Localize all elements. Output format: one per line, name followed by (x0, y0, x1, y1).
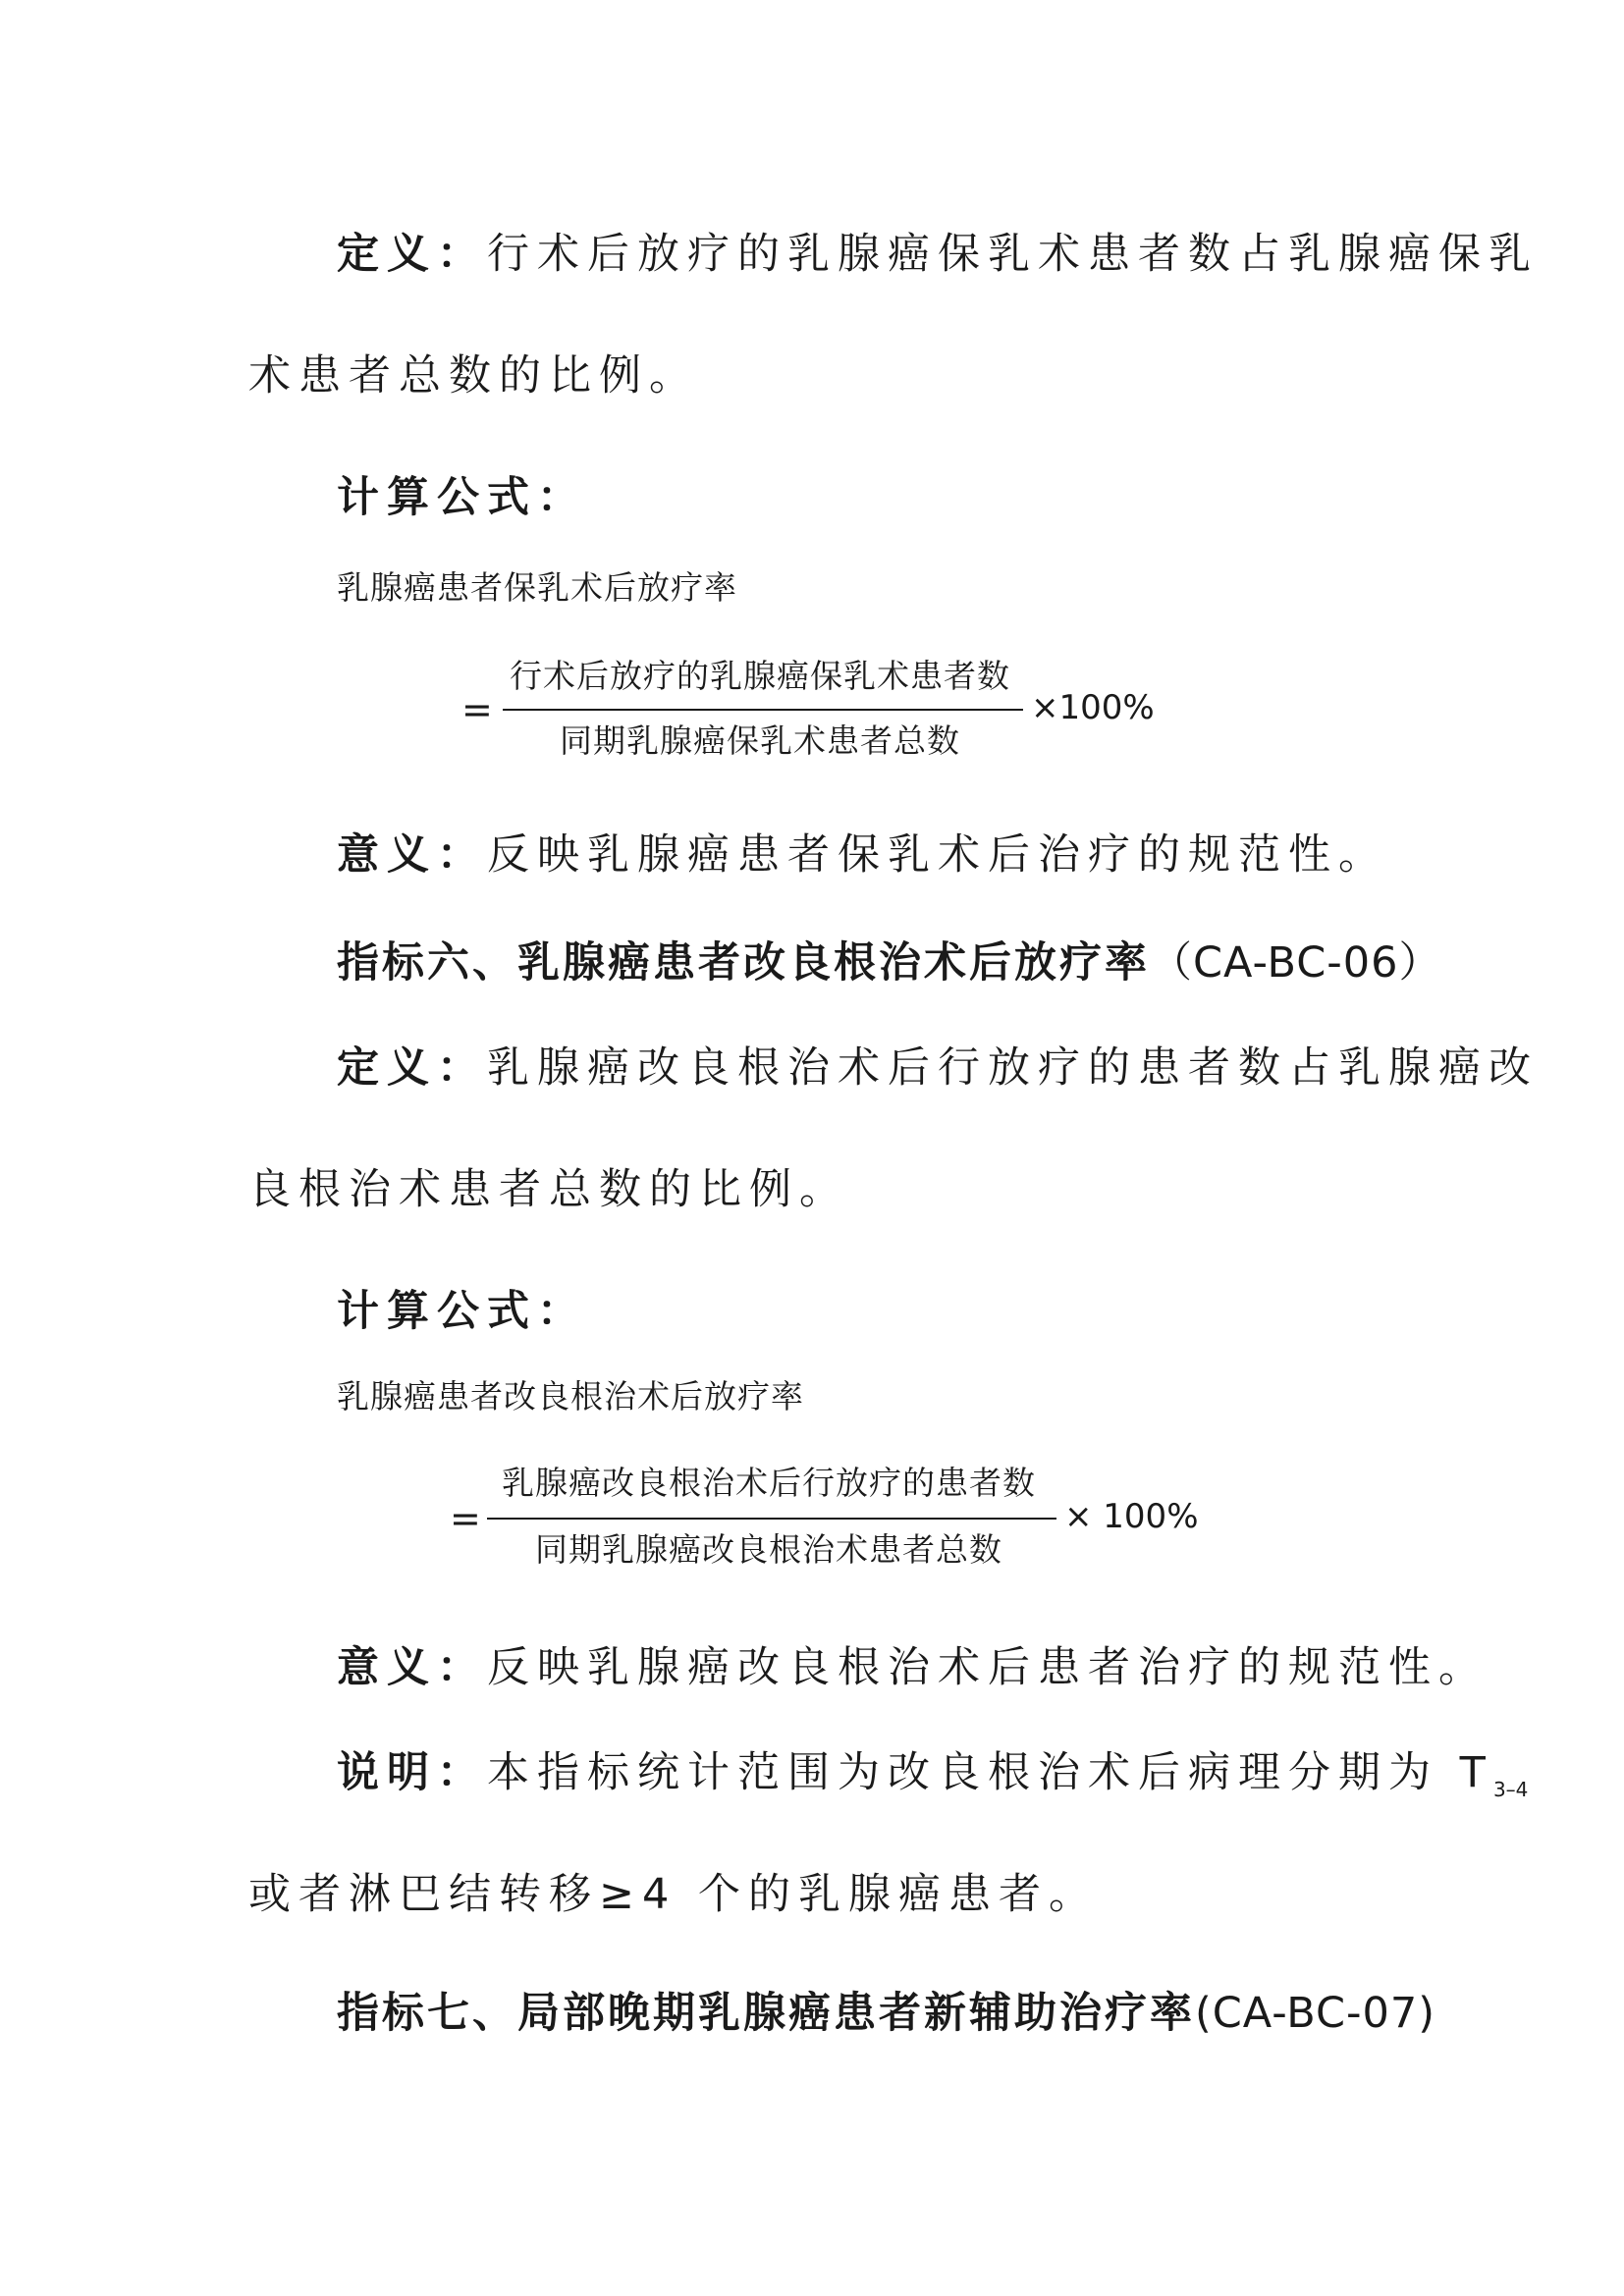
formula-label: 计算公式： (337, 473, 587, 522)
meaning-text: 反映乳腺癌患者保乳术后治疗的规范性。 (487, 830, 1388, 880)
formula-name: 乳腺癌患者改良根治术后放疗率 (337, 1377, 804, 1415)
heading-code: （CA-BC-06） (1150, 938, 1442, 988)
equals-sign: = (450, 1497, 481, 1540)
note-label: 说明： (337, 1748, 487, 1797)
definition-text: 行术后放疗的乳腺癌保乳术患者数占乳腺癌保乳 (487, 230, 1539, 279)
section-heading-7 (337, 1989, 1436, 2038)
meaning-label: 意义： (337, 830, 487, 880)
definition-text: 乳腺癌改良根治术后行放疗的患者数占乳腺癌改 (487, 1043, 1539, 1093)
definition-paragraph (337, 1043, 1539, 1093)
formula-denominator: 同期乳腺癌保乳术患者总数 (560, 721, 960, 760)
heading-title: 指标七、局部晚期乳腺癌患者新辅助治疗率 (337, 1989, 1195, 2038)
meaning-paragraph (337, 1643, 1489, 1692)
meaning-text: 反映乳腺癌改良根治术后患者治疗的规范性。 (487, 1643, 1489, 1692)
formula-name: 乳腺癌患者保乳术后放疗率 (337, 568, 737, 607)
note-paragraph (337, 1748, 1529, 1801)
heading-title: 指标六、乳腺癌患者改良根治术后放疗率 (337, 938, 1150, 988)
definition-continuation: 良根治术患者总数的比例。 (248, 1165, 849, 1214)
heading-code: (CA-BC-07) (1195, 1989, 1436, 2038)
formula-numerator: 行术后放疗的乳腺癌保乳术患者数 (510, 657, 1010, 695)
section-heading-6 (337, 938, 1442, 988)
note-continuation: 或者淋巴结转移≥4 个的乳腺癌患者。 (248, 1870, 1100, 1919)
definition-paragraph (337, 230, 1539, 279)
formula-fraction (461, 648, 1188, 766)
formula-multiplier: ×100% (1031, 688, 1155, 727)
definition-continuation: 术患者总数的比例。 (248, 351, 699, 400)
formula-multiplier: × 100% (1064, 1497, 1199, 1536)
meaning-paragraph (337, 830, 1388, 880)
formula-numerator: 乳腺癌改良根治术后行放疗的患者数 (502, 1464, 1036, 1502)
formula-fraction (450, 1455, 1199, 1573)
stage-subscript: 3–4 (1492, 1778, 1529, 1801)
definition-label: 定义： (337, 1043, 487, 1093)
formula-denominator: 同期乳腺癌改良根治术患者总数 (535, 1530, 1002, 1569)
fraction-bar (503, 709, 1023, 711)
equals-sign: = (461, 688, 493, 731)
definition-label: 定义： (337, 230, 487, 279)
formula-label: 计算公式： (337, 1287, 587, 1336)
note-text: 本指标统计范围为改良根治术后病理分期为 T (487, 1748, 1493, 1797)
meaning-label: 意义： (337, 1643, 487, 1692)
fraction-bar (487, 1518, 1056, 1520)
